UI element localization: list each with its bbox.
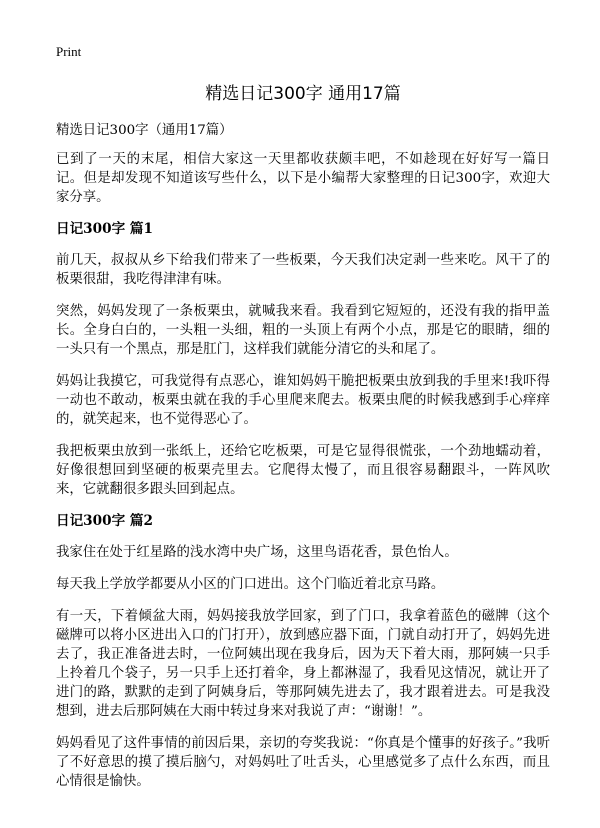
section-2-paragraph-2: 每天我上学放学都要从小区的门口进出。这个门临近着北京马路。 [56, 577, 445, 592]
print-label: Print [56, 44, 82, 59]
document-subtitle: 精选日记300字（通用17篇） [56, 123, 233, 138]
section-1-paragraph-4: 我把板栗虫放到一张纸上，还给它吃板栗，可是它显得很慌张，一个劲地蠕动着，好像很想回到坚硬的板栗壳里去。它爬得太慢了，而且很容易翻跟斗，一阵风吹来，它就翻很多跟头回到起点。 [56, 444, 550, 497]
document-title: 精选日记300字 通用17篇 [205, 84, 401, 104]
section-1-paragraph-2: 突然，妈妈发现了一条板栗虫，就喊我来看。我看到它短短的，还没有我的指甲盖长。全身白白的，一头粗一头细，粗的一头顶上有两个小点，那是它的眼睛，细的一头只有一个黑点，那是肛门，这样我们就能分清它的头和尾了。 [56, 304, 550, 357]
section-2-paragraph-3: 有一天，下着倾盆大雨，妈妈接我放学回家，到了门口，我拿着蓝色的磁牌（这个磁牌可以将小区进出入口的门打开），放到感应器下面，门就自动打开了，妈妈先进去了，我正准备进去时，一位阿姨出现在我身后，因为天下着大雨，那阿姨一只手上拎着几个袋子，另一只手上还打着伞，身上都淋湿了，我看见这情况，就让开了进门的路，默默的走到了阿姨身后，等那阿姨先进去了，我才跟着进去。可是我没想到，进去后那阿姨在大雨中转过身来对我说了声：“谢谢！”。 [56, 609, 550, 719]
section-heading-2: 日记300字 篇2 [56, 513, 153, 529]
intro-paragraph: 已到了一天的末尾，相信大家这一天里都收获颇丰吧，不如趁现在好好写一篇日记。但是却发现不知道该写些什么，以下是小编帮大家整理的日记300字，欢迎大家分享。 [56, 152, 550, 205]
section-heading-1: 日记300字 篇1 [56, 221, 153, 237]
section-2-paragraph-4: 妈妈看见了这件事情的前因后果，亲切的夸奖我说：“你真是个懂事的好孩子。”我听了不好意思的摸了摸后脑勺，对妈妈吐了吐舌头，心里感觉多了点什么东西，而且心情很是愉快。 [56, 736, 550, 789]
section-1-paragraph-3: 妈妈让我摸它，可我觉得有点恶心，谁知妈妈干脆把板栗虫放到我的手里来!我吓得一动也不敢动，板栗虫就在我的手心里爬来爬去。板栗虫爬的时候我感到手心痒痒的，就笑起来，也不觉得恶心了。 [56, 374, 550, 427]
section-1-paragraph-1: 前几天，叔叔从乡下给我们带来了一些板栗，今天我们决定剥一些来吃。风干了的板栗很甜，我吃得津津有味。 [56, 253, 550, 287]
document-page [56, 44, 550, 804]
section-2-paragraph-1: 我家住在处于红星路的浅水湾中央广场，这里鸟语花香，景色怡人。 [56, 545, 458, 560]
